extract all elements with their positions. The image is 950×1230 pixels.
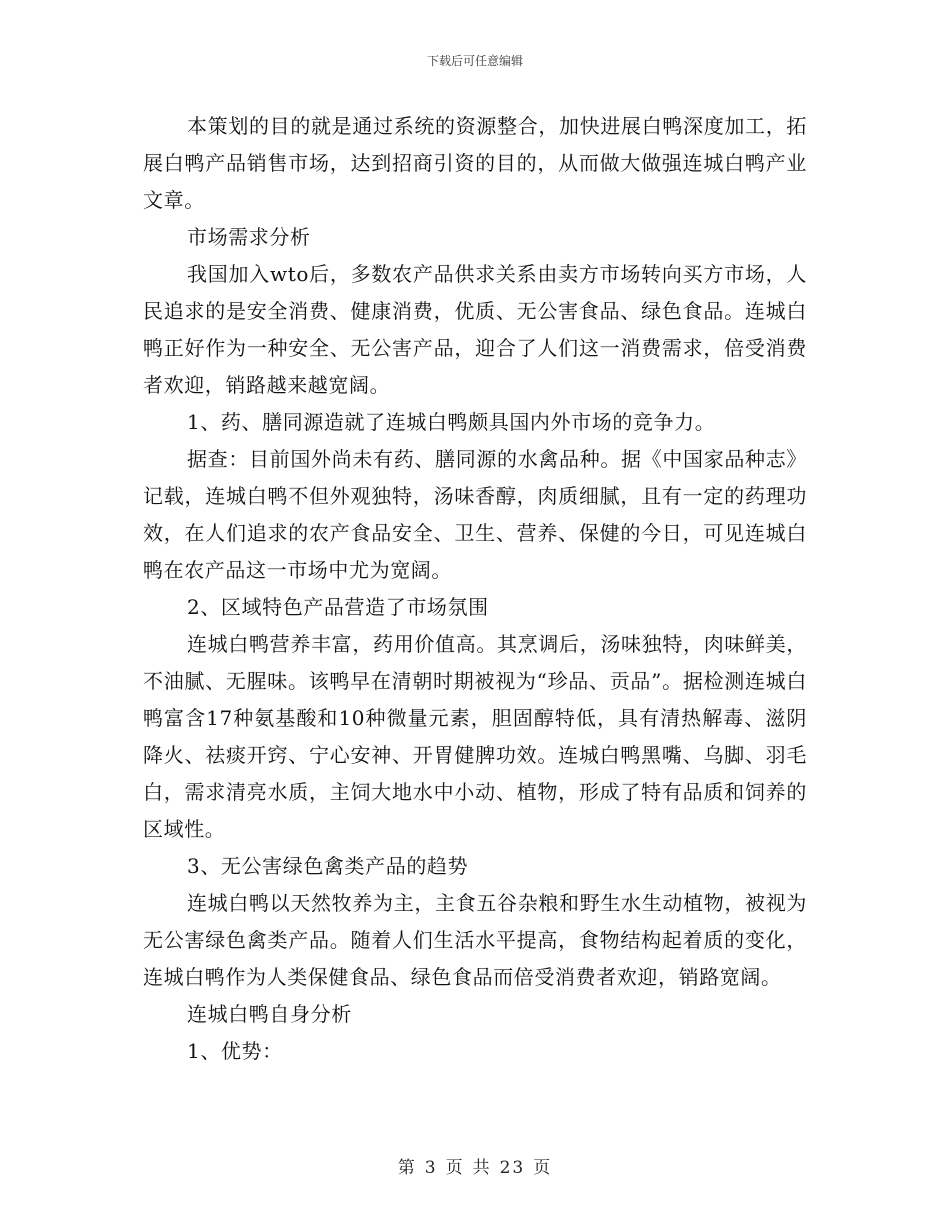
item1-text: 据查：目前国外尚未有药、膳同源的水禽品种。据《中国家品种志》记载，连城白鸭不但外观独特，汤味香醇，肉质细腻，且有一定的药理功效，在人们追求的农产食品安全、卫生、营养、保健的今日，可见连城白鸭在农产品这一市场中尤为宽阔。 [143,447,807,582]
footer-label-page: 第 [397,1158,417,1178]
footer-label-ye: 页 [445,1158,465,1178]
page-footer [0,1153,950,1178]
paragraph-market-demand: 我国加入wto后，多数农产品供求关系由卖方市场转向买方市场，人民追求的是安全消费、健康消费，优质、无公害食品、绿色食品。连城白鸭正好作为一种安全、无公害产品，迎合了人们这一消费需求，倍受消费者欢迎，销路越来越宽阔。 [143,262,807,397]
paragraph-purpose: 本策划的目的就是通过系统的资源整合，加快进展白鸭深度加工，拓展白鸭产品销售市场，达到招商引资的目的，从而做大做强连城白鸭产业文章。 [143,114,807,212]
heading-market-analysis: 市场需求分析 [187,225,311,249]
item1-title: 1、药、膳同源造就了连城白鸭颇具国内外市场的竞争力。 [187,410,716,434]
item2-title: 2、区域特色产品营造了市场氛围 [187,595,489,619]
footer-label-total: 共 [472,1158,492,1178]
footer-label-ye2: 页 [533,1158,553,1178]
heading-self-analysis: 连城白鸭自身分析 [187,1002,352,1026]
item3-text: 连城白鸭以天然牧养为主，主食五谷杂粮和野生水生动植物，被视为无公害绿色禽类产品。随着人们生活水平提高，食物结构起着质的变化，连城白鸭作为人类保健食品、绿色食品而倍受消费者欢迎，销路宽阔。 [143,891,807,989]
item3-title: 3、无公害绿色禽类产品的趋势 [187,854,469,878]
footer-current-page: 3 [424,1158,438,1178]
page-header: 下载后可任意编辑 [426,54,523,68]
footer-total-pages: 23 [499,1158,526,1178]
item-advantage: 1、优势： [187,1039,283,1063]
document-body [143,108,807,1070]
item2-text: 连城白鸭营养丰富，药用价值高。其烹调后，汤味独特，肉味鲜美，不油腻、无腥味。该鸭早在清朝时期被视为“珍品、贡品”。据检测连城白鸭富含17种氨基酸和10种微量元素，胆固醇特低，具有清热解毒、滋阴降火、祛痰开窍、宁心安神、开胃健脾功效。连城白鸭黑嘴、乌脚、羽毛白，需求清亮水质，主饲大地水中小动、植物，形成了特有品质和饲养的区域性。 [143,632,807,841]
